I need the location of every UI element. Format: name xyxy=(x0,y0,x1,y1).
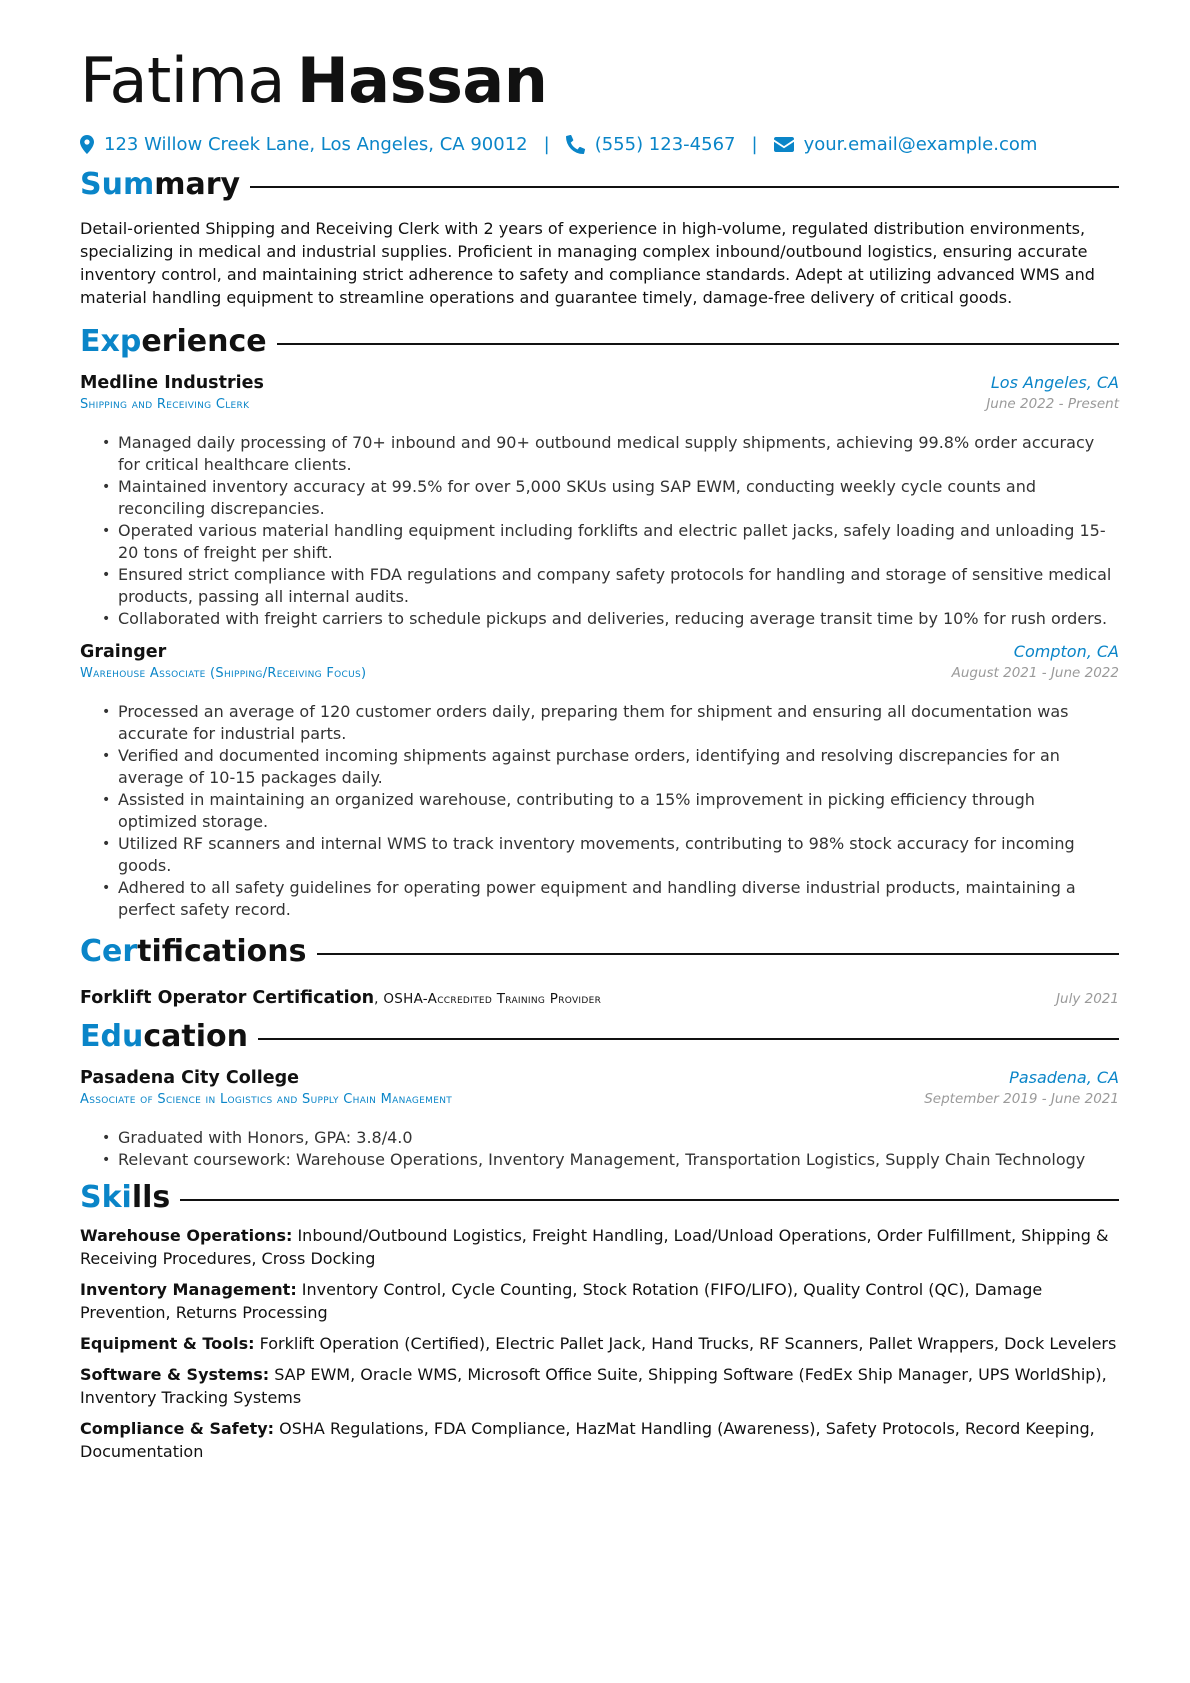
skill-value: OSHA Regulations, FDA Compliance, HazMat Handling (Awareness), Safety Protocols, Record Keeping, Documentation xyxy=(80,1418,1095,1461)
phone-text[interactable]: (555) 123-4567 xyxy=(594,133,736,155)
job-role: Warehouse Associate (Shipping/Receiving Focus) xyxy=(80,666,367,682)
certification-issuer: , OSHA-Accredited Training Provider xyxy=(374,990,602,1007)
section-rule xyxy=(258,1038,1119,1040)
section-title xyxy=(80,1181,170,1216)
list-item: • Verified and documented incoming shipments against purchase orders, identifying and resolving discrepancies for an average of 10-15 packages daily. xyxy=(118,745,1119,789)
phone-item[interactable] xyxy=(566,134,736,155)
email-link[interactable]: your.email@example.com xyxy=(803,133,1038,155)
summary-text: Detail-oriented Shipping and Receiving Clerk with 2 years of experience in high-volume, regulated distribution environments, specializing in medical and industrial supplies. Proficient in managing complex inbound/outbound logistics, ensuring accurate inventory control, and maintaining strict adherence to safety and compliance standards. Adept at utilizing advanced WMS and material handling equipment to streamline operations and guarantee timely, damage-free delivery of critical goods. xyxy=(80,218,1095,307)
job-role: Shipping and Receiving Clerk xyxy=(80,397,250,413)
school-location: Pasadena, CA xyxy=(1009,1068,1119,1088)
skill-row xyxy=(80,1278,1119,1324)
skill-label: Compliance & Safety: xyxy=(80,1418,275,1438)
section-title xyxy=(80,325,267,360)
skill-row xyxy=(80,1224,1119,1270)
skill-row xyxy=(80,1332,1119,1355)
section-title xyxy=(80,1020,248,1055)
section-rule xyxy=(250,186,1119,188)
list-item: • Maintained inventory accuracy at 99.5% for over 5,000 SKUs using SAP EWM, conducting weekly cycle counts and reconciling discrepancies. xyxy=(118,476,1119,520)
title-accent: Ski xyxy=(80,1180,132,1216)
title-rest: tifications xyxy=(137,934,307,970)
skill-label: Equipment & Tools: xyxy=(80,1333,255,1353)
skill-row xyxy=(80,1363,1119,1409)
job-location: Los Angeles, CA xyxy=(990,373,1119,393)
phone-icon xyxy=(566,135,585,154)
job-bullets xyxy=(80,432,1119,630)
skill-label: Software & Systems: xyxy=(80,1364,270,1384)
list-item: • Managed daily processing of 70+ inbound and 90+ outbound medical supply shipments, achieving 99.8% order accuracy for critical healthcare clients. xyxy=(118,432,1119,476)
title-accent: Edu xyxy=(80,1018,144,1054)
skill-value: SAP EWM, Oracle WMS, Microsoft Office Suite, Shipping Software (FedEx Ship Manager, UPS WorldShip), Inventory Tracking Systems xyxy=(80,1364,1107,1407)
summary-heading xyxy=(80,168,1119,203)
list-item: • Relevant coursework: Warehouse Operations, Inventory Management, Transportation Logistics, Supply Chain Technology xyxy=(118,1149,1119,1171)
skill-value: Inventory Control, Cycle Counting, Stock Rotation (FIFO/LIFO), Quality Control (QC), Damage Prevention, Returns Processing xyxy=(80,1279,1043,1322)
envelope-icon xyxy=(774,137,794,152)
skill-value: Inbound/Outbound Logistics, Freight Handling, Load/Unload Operations, Order Fulfillment, Shipping & Receiving Procedures, Cross Docking xyxy=(80,1225,1109,1268)
school-name: Pasadena City College xyxy=(80,1068,299,1089)
title-accent: Cer xyxy=(80,934,138,970)
skill-row xyxy=(80,1417,1119,1463)
address-text: 123 Willow Creek Lane, Los Angeles, CA 90012 xyxy=(104,133,528,155)
certifications-heading xyxy=(80,935,1119,970)
contact-line xyxy=(80,130,1119,158)
title-rest: lls xyxy=(131,1180,171,1216)
list-item: • Ensured strict compliance with FDA regulations and company safety protocols for handling and storage of sensitive medical products, passing all internal audits. xyxy=(118,564,1119,608)
education-entry xyxy=(80,1068,1119,1171)
title-rest: cation xyxy=(143,1018,248,1054)
contact-separator: | xyxy=(751,133,758,155)
education-heading xyxy=(80,1020,1119,1055)
last-name: Hassan xyxy=(296,44,548,117)
candidate-name xyxy=(80,44,1119,118)
job-entry xyxy=(80,373,1119,630)
title-rest: mary xyxy=(154,167,241,203)
certification-name: Forklift Operator Certification xyxy=(80,987,375,1008)
skill-value: Forklift Operation (Certified), Electric Pallet Jack, Hand Trucks, RF Scanners, Pallet Wrappers, Dock Levelers xyxy=(254,1333,1117,1353)
education-bullets xyxy=(80,1127,1119,1171)
section-rule xyxy=(317,953,1119,955)
list-item: • Processed an average of 120 customer orders daily, preparing them for shipment and ensuring all documentation was accurate for industrial parts. xyxy=(118,701,1119,745)
title-accent: Exp xyxy=(80,323,142,359)
list-item: • Collaborated with freight carriers to schedule pickups and deliveries, reducing average transit time by 10% for rush orders. xyxy=(118,608,1119,630)
contact-separator: | xyxy=(543,133,550,155)
list-item: • Adhered to all safety guidelines for operating power equipment and handling diverse industrial products, maintaining a perfect safety record. xyxy=(118,877,1119,921)
list-item: • Operated various material handling equipment including forklifts and electric pallet jacks, safely loading and unloading 15-20 tons of freight per shift. xyxy=(118,520,1119,564)
section-title xyxy=(80,168,240,203)
skills-list xyxy=(80,1224,1119,1463)
title-accent: Sum xyxy=(80,167,155,203)
job-dates: August 2021 - June 2022 xyxy=(951,665,1119,682)
section-rule xyxy=(277,343,1119,345)
experience-heading xyxy=(80,325,1119,360)
company-name: Grainger xyxy=(80,642,167,663)
skills-heading xyxy=(80,1181,1119,1216)
map-pin-icon xyxy=(80,135,94,154)
list-item: • Graduated with Honors, GPA: 3.8/4.0 xyxy=(118,1127,1119,1149)
section-rule xyxy=(180,1199,1119,1201)
section-title xyxy=(80,935,307,970)
address-item xyxy=(80,134,528,155)
degree-name: Associate of Science in Logistics and Supply Chain Management xyxy=(80,1092,453,1108)
job-dates: June 2022 - Present xyxy=(986,396,1119,413)
education-dates: September 2019 - June 2021 xyxy=(924,1091,1119,1108)
list-item: • Assisted in maintaining an organized warehouse, contributing to a 15% improvement in picking efficiency through optimized storage. xyxy=(118,789,1119,833)
title-rest: erience xyxy=(141,323,267,359)
skill-label: Inventory Management: xyxy=(80,1279,297,1299)
list-item: • Utilized RF scanners and internal WMS to track inventory movements, contributing to 98% stock accuracy for incoming goods. xyxy=(118,833,1119,877)
skill-label: Warehouse Operations: xyxy=(80,1225,293,1245)
certification-date: July 2021 xyxy=(1056,990,1119,1007)
first-name: Fatima xyxy=(80,44,285,117)
job-bullets xyxy=(80,701,1119,921)
job-location: Compton, CA xyxy=(1013,642,1119,662)
certification-entry xyxy=(80,988,1119,1008)
email-item[interactable] xyxy=(774,134,1038,155)
job-entry xyxy=(80,642,1119,921)
company-name: Medline Industries xyxy=(80,373,264,394)
